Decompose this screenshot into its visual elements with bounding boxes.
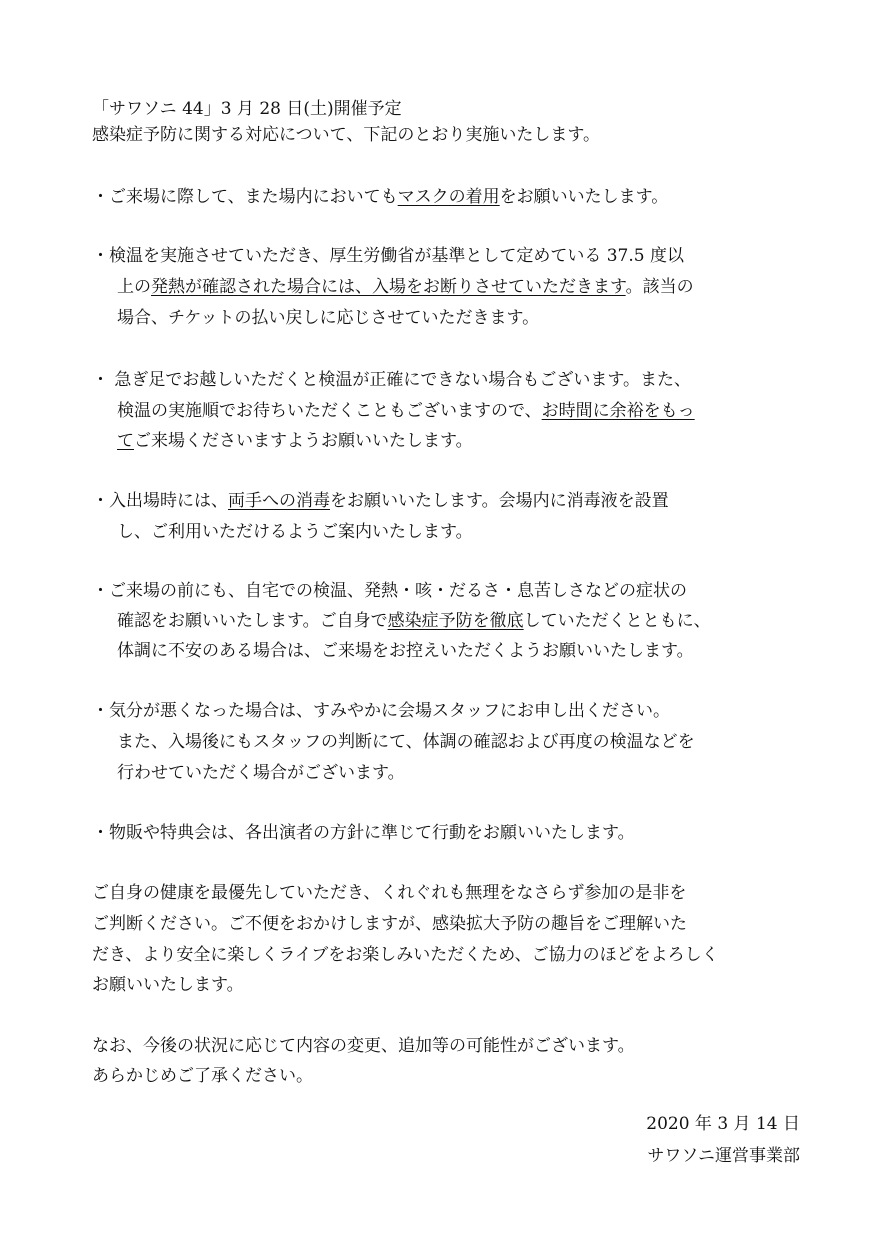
item-disinfect-line-1 bbox=[92, 490, 669, 512]
item-mask-text-a: ・ご来場に際して、また場内においても bbox=[92, 187, 398, 207]
closing-p2-line-1: なお、今後の状況に応じて内容の変更、追加等の可能性がございます。 bbox=[92, 1036, 635, 1056]
closing-p1-line-2: ご判断ください。ご不便をおかけしますが、感染拡大予防の趣旨をご理解いた bbox=[92, 914, 687, 934]
item-mask-underline: マスクの着用 bbox=[397, 187, 500, 207]
item-temperature-underline: 発熱が確認された場合には、入場をお断りさせていただきます bbox=[151, 277, 626, 297]
item-home-check-text-b: していただくとともに、 bbox=[523, 611, 711, 631]
item-time-text-b: ご来場くださいますようお願いいたします。 bbox=[134, 431, 473, 451]
item-temperature-line-1: ・検温を実施させていただき、厚生労働省が基準として定めている 37.5 度以 bbox=[92, 246, 684, 266]
item-home-check-line-3: 体調に不安のある場合は、ご来場をお控えいただくようお願いいたします。 bbox=[117, 641, 694, 661]
item-disinfect-underline: 両手への消毒 bbox=[228, 491, 330, 511]
item-temperature-line-2 bbox=[117, 276, 694, 298]
closing-p1-line-1: ご自身の健康を最優先していただき、くれぐれも無理をなさらず参加の是非を bbox=[92, 883, 687, 903]
item-home-check-text-a: 確認をお願いいたします。ご自身で bbox=[117, 611, 388, 631]
item-feeling-unwell-line-1: ・気分が悪くなった場合は、すみやかに会場スタッフにお申し出ください。 bbox=[92, 701, 670, 721]
item-time-text-a: 検温の実施順でお待ちいただくこともございますので、 bbox=[117, 401, 542, 421]
intro-text: 感染症予防に関する対応について、下記のとおり実施いたします。 bbox=[92, 125, 600, 145]
item-mask-text-b: をお願いいたします。 bbox=[499, 187, 669, 207]
item-temperature-line-3: 場合、チケットの払い戻しに応じさせていただきます。 bbox=[117, 308, 540, 328]
issuer-organization: サワソニ運営事業部 bbox=[647, 1146, 800, 1166]
item-time-underline-b: て bbox=[117, 431, 134, 451]
item-disinfect-text-b: をお願いいたします。会場内に消毒液を設置 bbox=[330, 491, 669, 511]
event-title: 「サワソニ 44」3 月 28 日(土)開催予定 bbox=[92, 99, 402, 119]
item-feeling-unwell-line-2: また、入場後にもスタッフの判断にて、体調の確認および再度の検温などを bbox=[117, 732, 695, 752]
item-home-check-line-2 bbox=[117, 610, 711, 632]
closing-p2-line-2: あらかじめご了承ください。 bbox=[92, 1066, 313, 1086]
closing-p1-line-3: だき、より安全に楽しくライブをお楽しみいただくため、ご協力のほどをよろしく bbox=[92, 945, 719, 965]
item-disinfect-text-a: ・入出場時には、 bbox=[92, 491, 228, 511]
closing-p1-line-4: お願いいたします。 bbox=[92, 975, 244, 995]
item-temperature-text-b: 。該当の bbox=[625, 277, 694, 297]
item-time-underline-a: お時間に余裕をもっ bbox=[541, 401, 695, 421]
item-feeling-unwell-line-3: 行わせていただく場合がございます。 bbox=[117, 763, 405, 783]
item-home-check-underline: 感染症予防を徹底 bbox=[387, 611, 524, 631]
item-time-line-3 bbox=[117, 430, 473, 452]
item-time-line-2 bbox=[117, 400, 695, 422]
item-disinfect-line-2: し、ご利用いただけるようご案内いたします。 bbox=[117, 522, 473, 542]
item-home-check-line-1: ・ご来場の前にも、自宅での検温、発熱・咳・だるさ・息苦しさなどの症状の bbox=[92, 581, 687, 601]
item-temperature-text-a: 上の bbox=[117, 277, 151, 297]
issue-date: 2020 年 3 月 14 日 bbox=[646, 1114, 800, 1134]
item-mask bbox=[92, 186, 668, 208]
item-merch: ・物販や特典会は、各出演者の方針に準じて行動をお願いいたします。 bbox=[92, 823, 635, 843]
item-time-line-1: ・ 急ぎ足でお越しいただくと検温が正確にできない場合もございます。また、 bbox=[92, 370, 692, 390]
